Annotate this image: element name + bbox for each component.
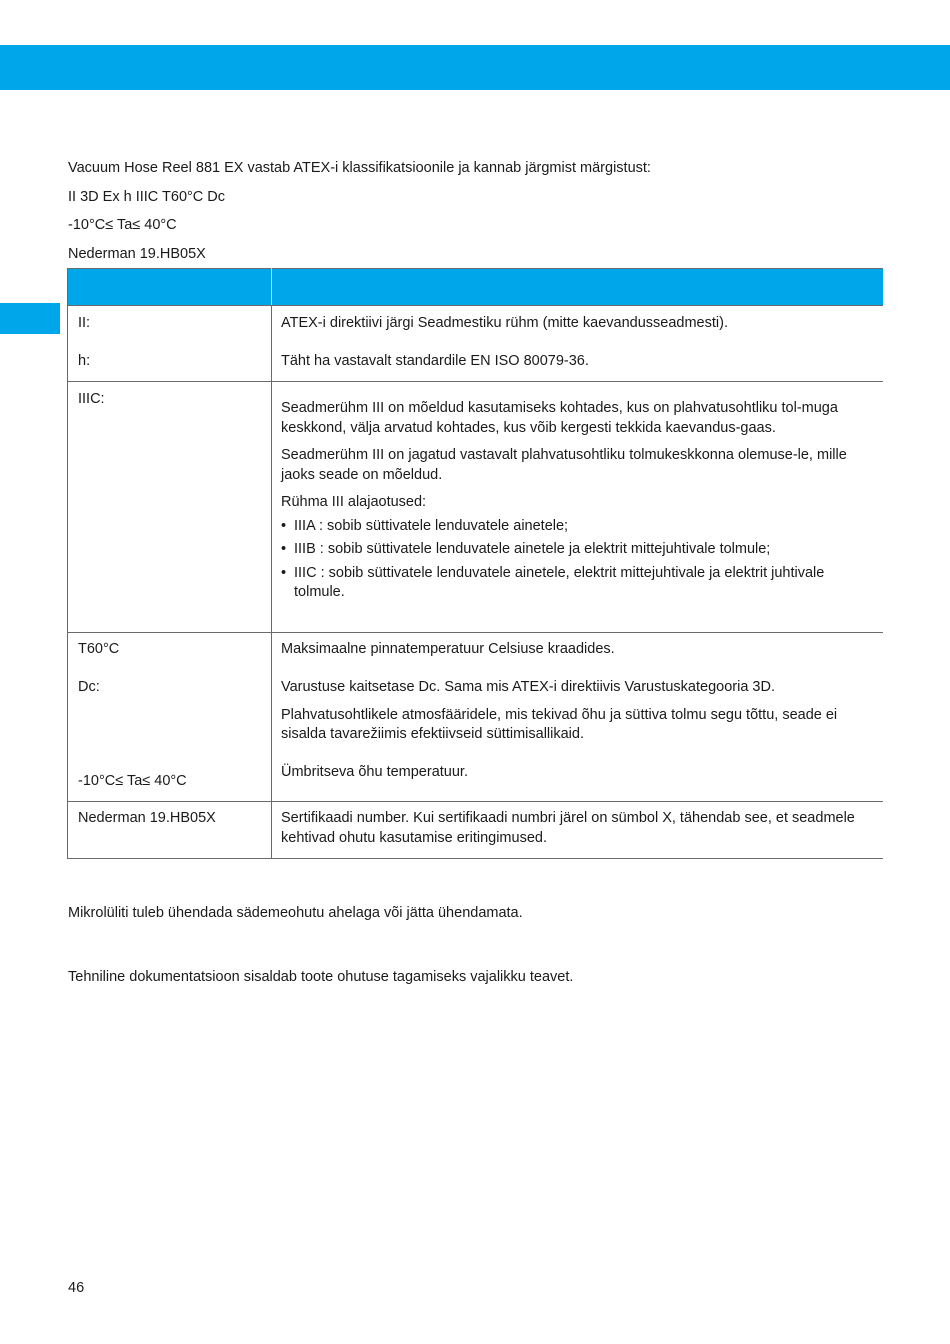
ambient-temperature-range: -10°C≤ Ta≤ 40°C [68, 217, 177, 233]
documentation-note: Tehniline dokumentatsioon sisaldab toote ohutuse tagamiseks vajalikku teavet. [68, 969, 574, 985]
list-item: • IIIC : sobib süttivatele lenduvatele ainetele, elektrit mittejuhtivale ja elektrit juhtivale tolmule. [281, 564, 825, 600]
term: T60°C [78, 641, 120, 657]
atex-intro [68, 158, 868, 272]
section-tab-marker [0, 303, 60, 334]
table-header-cell [68, 269, 272, 306]
description: Varustuse kaitsetase Dc. Sama mis ATEX-i direktiivis Varustuskategooria 3D. [281, 679, 775, 695]
term: Dc: [78, 679, 100, 695]
subdivision-list [281, 517, 873, 603]
table-header-cell [272, 269, 883, 306]
description: Ümbritseva õhu temperatuur. [281, 764, 468, 780]
table-header-row [68, 269, 883, 306]
table-row [68, 306, 883, 382]
atex-marking-table [67, 268, 883, 859]
description: ATEX-i direktiivi järgi Seadmestiku rühm (mitte kaevandusseadmesti). [281, 315, 728, 331]
subdivisions-heading: Rühma III alajaotused: [281, 494, 427, 510]
description-cell [272, 382, 883, 633]
list-item: • IIIB : sobib süttivatele lenduvatele ainetele ja elektrit mittejuhtivale tolmule; [281, 541, 771, 557]
description: Sertifikaadi number. Kui sertifikaadi numbri järel on sümbol X, tähendab see, et seadmele kehtivad ohutu kasutamise eritingimused. [281, 810, 855, 846]
description: Täht ha vastavalt standardile EN ISO 80079-36. [281, 353, 589, 369]
term-cell [68, 802, 272, 859]
table-row [68, 802, 883, 859]
term-cell [68, 633, 272, 802]
table-row [68, 382, 883, 633]
term: -10°C≤ Ta≤ 40°C [78, 772, 187, 789]
header-band [0, 45, 950, 90]
description-cell [272, 633, 883, 802]
term: II: [78, 315, 91, 331]
description: Seadmerühm III on jagatud vastavalt plahvatusohtliku tolmukeskkonna olemuse-le, mille jaoks seade on mõeldud. [281, 447, 847, 483]
list-item: • IIIA : sobib süttivatele lenduvatele ainetele; [281, 517, 569, 534]
term: h: [78, 353, 91, 369]
certificate-number: Nederman 19.HB05X [68, 245, 206, 262]
description: Seadmerühm III on mõeldud kasutamiseks kohtades, kus on plahvatusohtliku tol-muga keskkond, välja arvatud kohtades, kus võib kergesti tekkida kaevandus-gaas. [281, 400, 838, 436]
term: IIIC: [78, 391, 105, 407]
description: Plahvatusohtlikele atmosfääridele, mis tekivad õhu ja süttiva tolmu segu tõttu, seade ei sisalda tavarežiimis efektiivseid süttimisallikaid. [281, 706, 838, 742]
microswitch-note: Mikrolüliti tuleb ühendada sädemeohutu ahelaga või jätta ühendamata. [68, 905, 523, 921]
page-number: 46 [68, 1280, 85, 1296]
marking-code: II 3D Ex h IIIC T60°C Dc [68, 188, 226, 205]
intro-statement: Vacuum Hose Reel 881 EX vastab ATEX-i klassifikatsioonile ja kannab järgmist märgistust: [68, 160, 651, 176]
term: Nederman 19.HB05X [78, 810, 216, 826]
table-row [68, 633, 883, 802]
term-cell [68, 306, 272, 382]
description-cell [272, 306, 883, 382]
description-cell [272, 802, 883, 859]
term-cell [68, 382, 272, 633]
description: Maksimaalne pinnatemperatuur Celsiuse kraadides. [281, 641, 615, 657]
